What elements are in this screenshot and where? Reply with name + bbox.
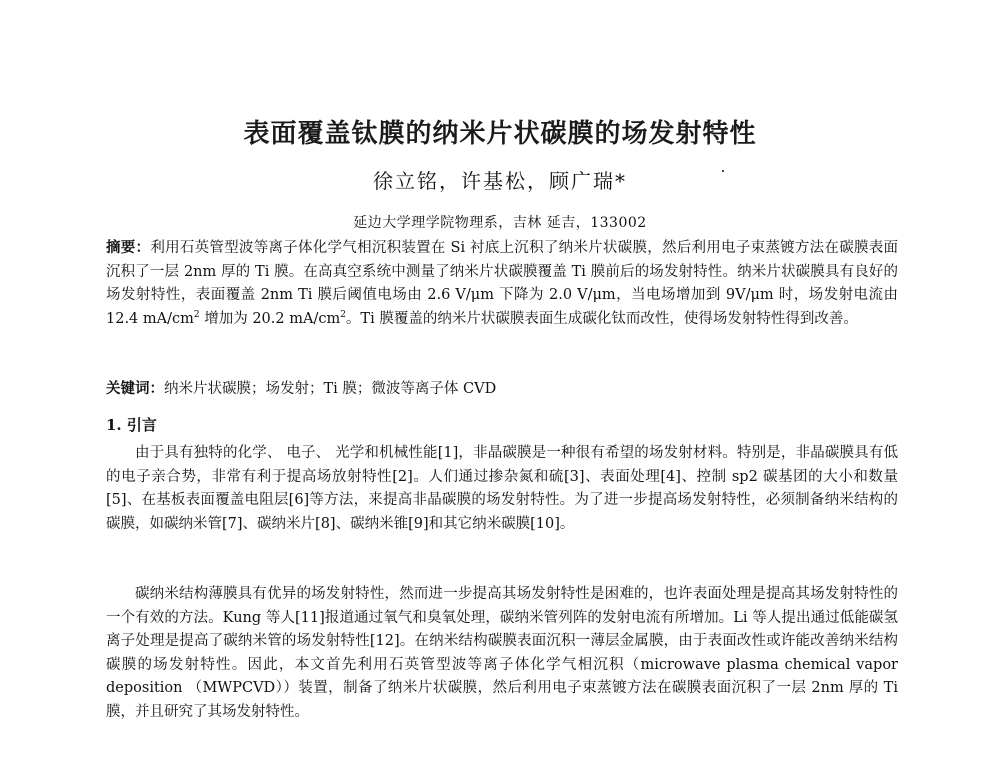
author-affiliation: 延边大学理学院物理系，吉林 延吉，133002 [353,215,647,231]
keywords-text: 纳米片状碳膜；场发射；Ti 膜；微波等离子体 CVD [164,381,497,397]
abstract-text-part3: 。Ti 膜覆盖的纳米片状碳膜表面生成碳化钛而改性，使得场发射特性得到改善。 [345,310,858,327]
abstract-superscript-2: 2 [340,309,346,320]
abstract-text-part2: 增加为 20.2 mA/cm [199,310,341,327]
scan-speck [722,170,724,172]
keywords-label: 关键词： [106,380,164,397]
section-heading-introduction: 1. 引言 [106,416,157,434]
abstract [106,236,898,331]
keywords [106,377,898,402]
intro-paragraph-1: 由于具有独特的化学、 电子、 光学和机械性能[1]，非晶碳膜是一种很有希望的场发射材料。特别是，非晶碳膜具有低的电子亲合势，非常有利于提高场放射特性[2]。人们通过掺杂氮和硫[3]、表面处理[4]、控制 sp2 碳基团的大小和数量[5]、在基板表面覆盖电阻层[6]等方法，来提高非晶碳膜的场发射特性。为了进一步提高场发射特性，必须制备纳米结构的碳膜，如碳纳米管[7]、碳纳米片[8]、碳纳米锥[9]和其它纳米碳膜[10]。 [106,445,898,532]
abstract-label: 摘要： [106,239,151,256]
abstract-text-part1: 利用石英管型波等离子体化学气相沉积装置在 Si 衬底上沉积了纳米片状碳膜，然后利用电子束蒸镀方法在碳膜表面沉积了一层 2nm 厚的 Ti 膜。在高真空系统中测量了纳米片状碳膜覆盖 Ti 膜前后的场发射特性。纳米片状碳膜具有良好的场发射特性，表面覆盖 2nm Ti 膜后阈值电场由 2.6 V/μm 下降为 2.0 V/μm，当电场增加到 9V/μm 时，场发射电流由 12.4 mA/cm [106,240,898,327]
intro-paragraph-2: 碳纳米结构薄膜具有优异的场发射特性，然而进一步提高其场发射特性是困难的，也许表面处理是提高其场发射特性的一个有效的方法。Kung 等人[11]报道通过氧气和臭氧处理，碳纳米管列阵的发射电流有所增加。Li 等人提出通过低能碳氢离子处理是提高了碳纳米管的场发射特性[12]。在纳米结构碳膜表面沉积一薄层金属膜，由于表面改性或许能改善纳米结构碳膜的场发射特性。因此，本文首先利用石英管型波等离子体化学气相沉积（microwave plasma chemical vapor deposition （MWPCVD））装置，制备了纳米片状碳膜，然后利用电子束蒸镀方法在碳膜表面沉积了一层 2nm 厚的 Ti 膜，并且研究了其场发射特性。 [106,586,898,720]
author-list: 徐立铭，许基松，顾广瑞* [373,169,627,193]
abstract-superscript-1: 2 [193,309,200,320]
paper-title: 表面覆盖钛膜的纳米片状碳膜的场发射特性 [243,119,757,149]
